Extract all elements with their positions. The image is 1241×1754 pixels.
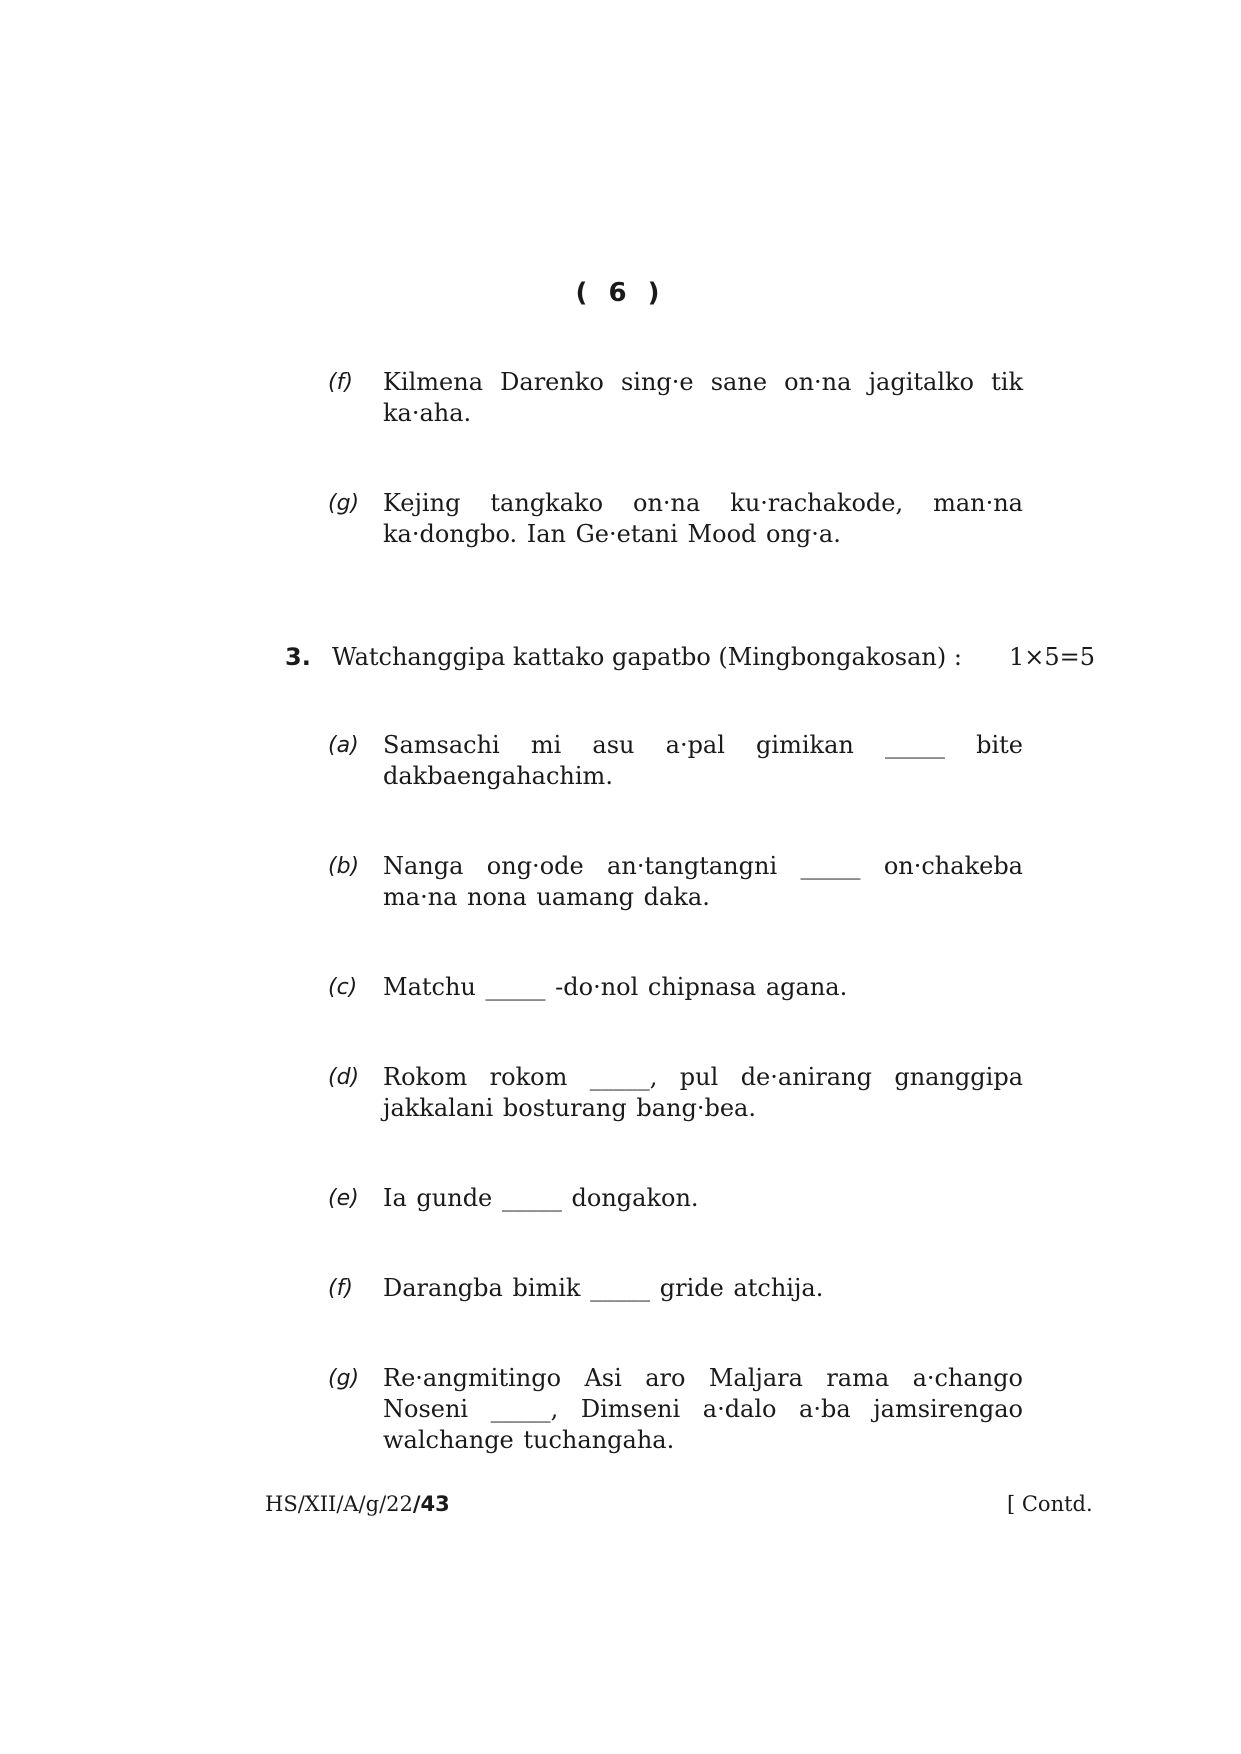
item-text: Kilmena Darenko sing·e sane on·na jagitalko tik ka·aha. <box>383 368 1023 427</box>
question-item-3c <box>328 972 1028 1003</box>
page-number: ( 6 ) <box>575 278 666 308</box>
item-label: (d) <box>328 1065 360 1090</box>
paper-code <box>265 1492 450 1516</box>
item-label: (g) <box>328 491 360 516</box>
item-label: (e) <box>328 1186 359 1211</box>
item-text: Matchu _____ -do·nol chipnasa agana. <box>383 973 848 1001</box>
item-text: Darangba bimik _____ gride atchija. <box>383 1274 824 1302</box>
paper-code-prefix: HS/XII/A/g/22 <box>265 1492 413 1516</box>
question-item-3b <box>328 851 1028 913</box>
item-text: Rokom rokom _____, pul de·anirang gnanggipa jakkalani bosturang bang·bea. <box>383 1063 1023 1122</box>
item-text: Samsachi mi asu a·pal gimikan _____ bite dakbaengahachim. <box>383 731 1023 790</box>
question-marks: 1×5=5 <box>1008 643 1095 671</box>
question-instruction: Watchanggipa kattako gapatbo (Mingbongakosan) : <box>332 643 962 671</box>
question-item-3g <box>328 1363 1028 1456</box>
question-number: 3. <box>285 643 311 671</box>
item-label: (f) <box>328 370 353 395</box>
item-label: (g) <box>328 1366 360 1391</box>
continued-note: [ Contd. <box>1007 1492 1093 1516</box>
item-text: Ia gunde _____ dongakon. <box>383 1184 699 1212</box>
item-text: Re·angmitingo Asi aro Maljara rama a·chango Noseni _____, Dimseni a·dalo a·ba jamsirengao walchange tuchangaha. <box>383 1364 1023 1454</box>
question-item-3a <box>328 730 1028 792</box>
item-label: (b) <box>328 854 360 879</box>
paper-code-suffix: /43 <box>412 1492 450 1516</box>
item-label: (c) <box>328 975 358 1000</box>
question-item-3e <box>328 1183 1028 1214</box>
question-item-2g <box>328 488 1028 550</box>
question-item-3d <box>328 1062 1028 1124</box>
item-label: (f) <box>328 1276 353 1301</box>
item-text: Kejing tangkako on·na ku·rachakode, man·na ka·dongbo. Ian Ge·etani Mood ong·a. <box>383 489 1023 548</box>
item-text: Nanga ong·ode an·tangtangni _____ on·chakeba ma·na nona uamang daka. <box>383 852 1023 911</box>
question-item-3f <box>328 1273 1028 1304</box>
question-item-2f <box>328 367 1028 429</box>
item-label: (a) <box>328 733 359 758</box>
